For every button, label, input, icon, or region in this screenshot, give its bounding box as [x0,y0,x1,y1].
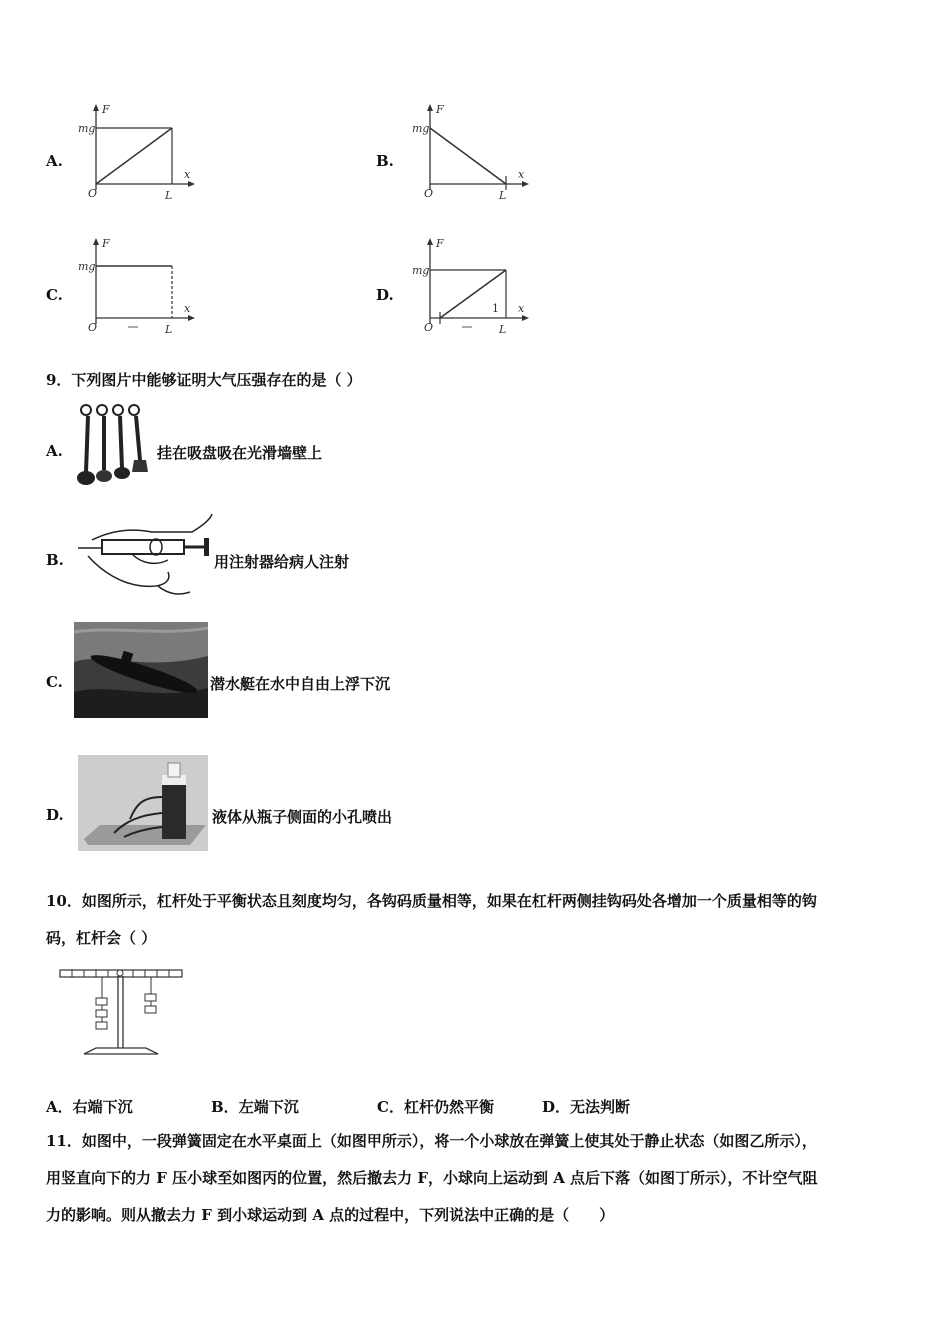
q10-option-d[interactable] [542,1096,630,1117]
q10-option-b-label: B． [211,1098,239,1116]
q10-option-c-label: C． [377,1098,404,1116]
q9-option-b-label[interactable]: B. [46,551,64,569]
q10-option-d-text: 无法判断 [570,1098,631,1116]
q8-a-x-axis-label: x [184,168,191,181]
q10-option-b[interactable] [211,1096,299,1117]
q8-c-x-axis-label: x [184,302,191,315]
q8-option-b-label[interactable]: B. [376,152,394,170]
q8-d-origin-label: O [424,321,434,334]
q8-a-mg-label: mg [78,122,96,135]
q8-d-extra-label: 1 [492,302,499,315]
q11-stem-line-3: 力的影响。则从撤去力 F 到小球运动到 A 点的过程中，下列说法中正确的是（ ） [46,1206,615,1224]
q8-graph-b [410,102,535,202]
q8-b-l-label: L [499,189,507,202]
q10-stem-line-1: 10．如图所示，杠杆处于平衡状态且刻度均匀，各钩码质量相等，如果在杠杆两侧挂钩码处各增加一个质量相等的钩 [46,892,817,910]
q9-option-d-label[interactable]: D. [46,806,64,824]
q8-b-mg-label: mg [412,122,430,135]
q9-option-c-text: 潜水艇在水中自由上浮下沉 [210,675,391,693]
q8-b-origin-label: O [424,187,434,200]
q11-stem-line-1: 11．如图中，一段弹簧固定在水平桌面上（如图甲所示），将一个小球放在弹簧上使其处于静止状态（如图乙所示）， [46,1132,817,1150]
q10-lever-diagram [56,962,186,1058]
q8-c-origin-label: O [88,321,98,334]
q8-d-x-axis-label: x [518,302,525,315]
q8-b-x-axis-label: x [518,168,525,181]
q10-stem-line-2: 码，杠杆会（ ） [46,929,157,947]
q8-a-l-label: L [165,189,173,202]
q9-option-a-text: 挂在吸盘吸在光滑墙壁上 [157,444,323,462]
q8-option-c-label[interactable]: C. [46,286,63,304]
q9-option-c-label[interactable]: C. [46,673,63,691]
q8-graph-a [76,102,201,202]
q8-a-f-axis-label: F [102,103,110,116]
q8-b-f-axis-label: F [436,103,444,116]
q9-option-a-label[interactable]: A. [46,442,63,460]
q9-b-syringe-image [72,512,214,596]
q8-d-l-label: L [499,323,507,336]
q9-a-suction-hooks-image [74,402,156,488]
q10-option-c[interactable] [377,1096,494,1117]
q9-option-b-text: 用注射器给病人注射 [214,553,350,571]
q10-option-a-label: A． [46,1098,73,1116]
q8-d-mg-label: mg [412,264,430,277]
q8-graph-d [410,236,535,336]
q10-option-a-text: 右端下沉 [72,1098,133,1116]
q9-d-bottle-image [78,755,208,851]
q11-stem-line-2: 用竖直向下的力 F 压小球至如图丙的位置，然后撤去力 F，小球向上运动到 A 点后下落（如图丁所示），不计空气阻 [46,1169,818,1187]
q9-c-submarine-image [74,622,208,718]
q8-d-f-axis-label: F [436,237,444,250]
q8-c-mg-label: mg [78,260,96,273]
q9-option-d-text: 液体从瓶子侧面的小孔喷出 [212,808,393,826]
q8-c-l-label: L [165,323,173,336]
q8-option-d-label[interactable]: D. [376,286,394,304]
q10-option-c-text: 杠杆仍然平衡 [403,1098,494,1116]
q9-stem: 9．下列图片中能够证明大气压强存在的是（ ） [46,371,362,389]
q8-a-origin-label: O [88,187,98,200]
q10-option-b-text: 左端下沉 [238,1098,299,1116]
q10-option-a[interactable] [46,1096,133,1117]
q8-graph-c [76,236,201,336]
q8-c-f-axis-label: F [102,237,110,250]
q10-option-d-label: D． [542,1098,571,1116]
q8-option-a-label[interactable]: A. [46,152,63,170]
